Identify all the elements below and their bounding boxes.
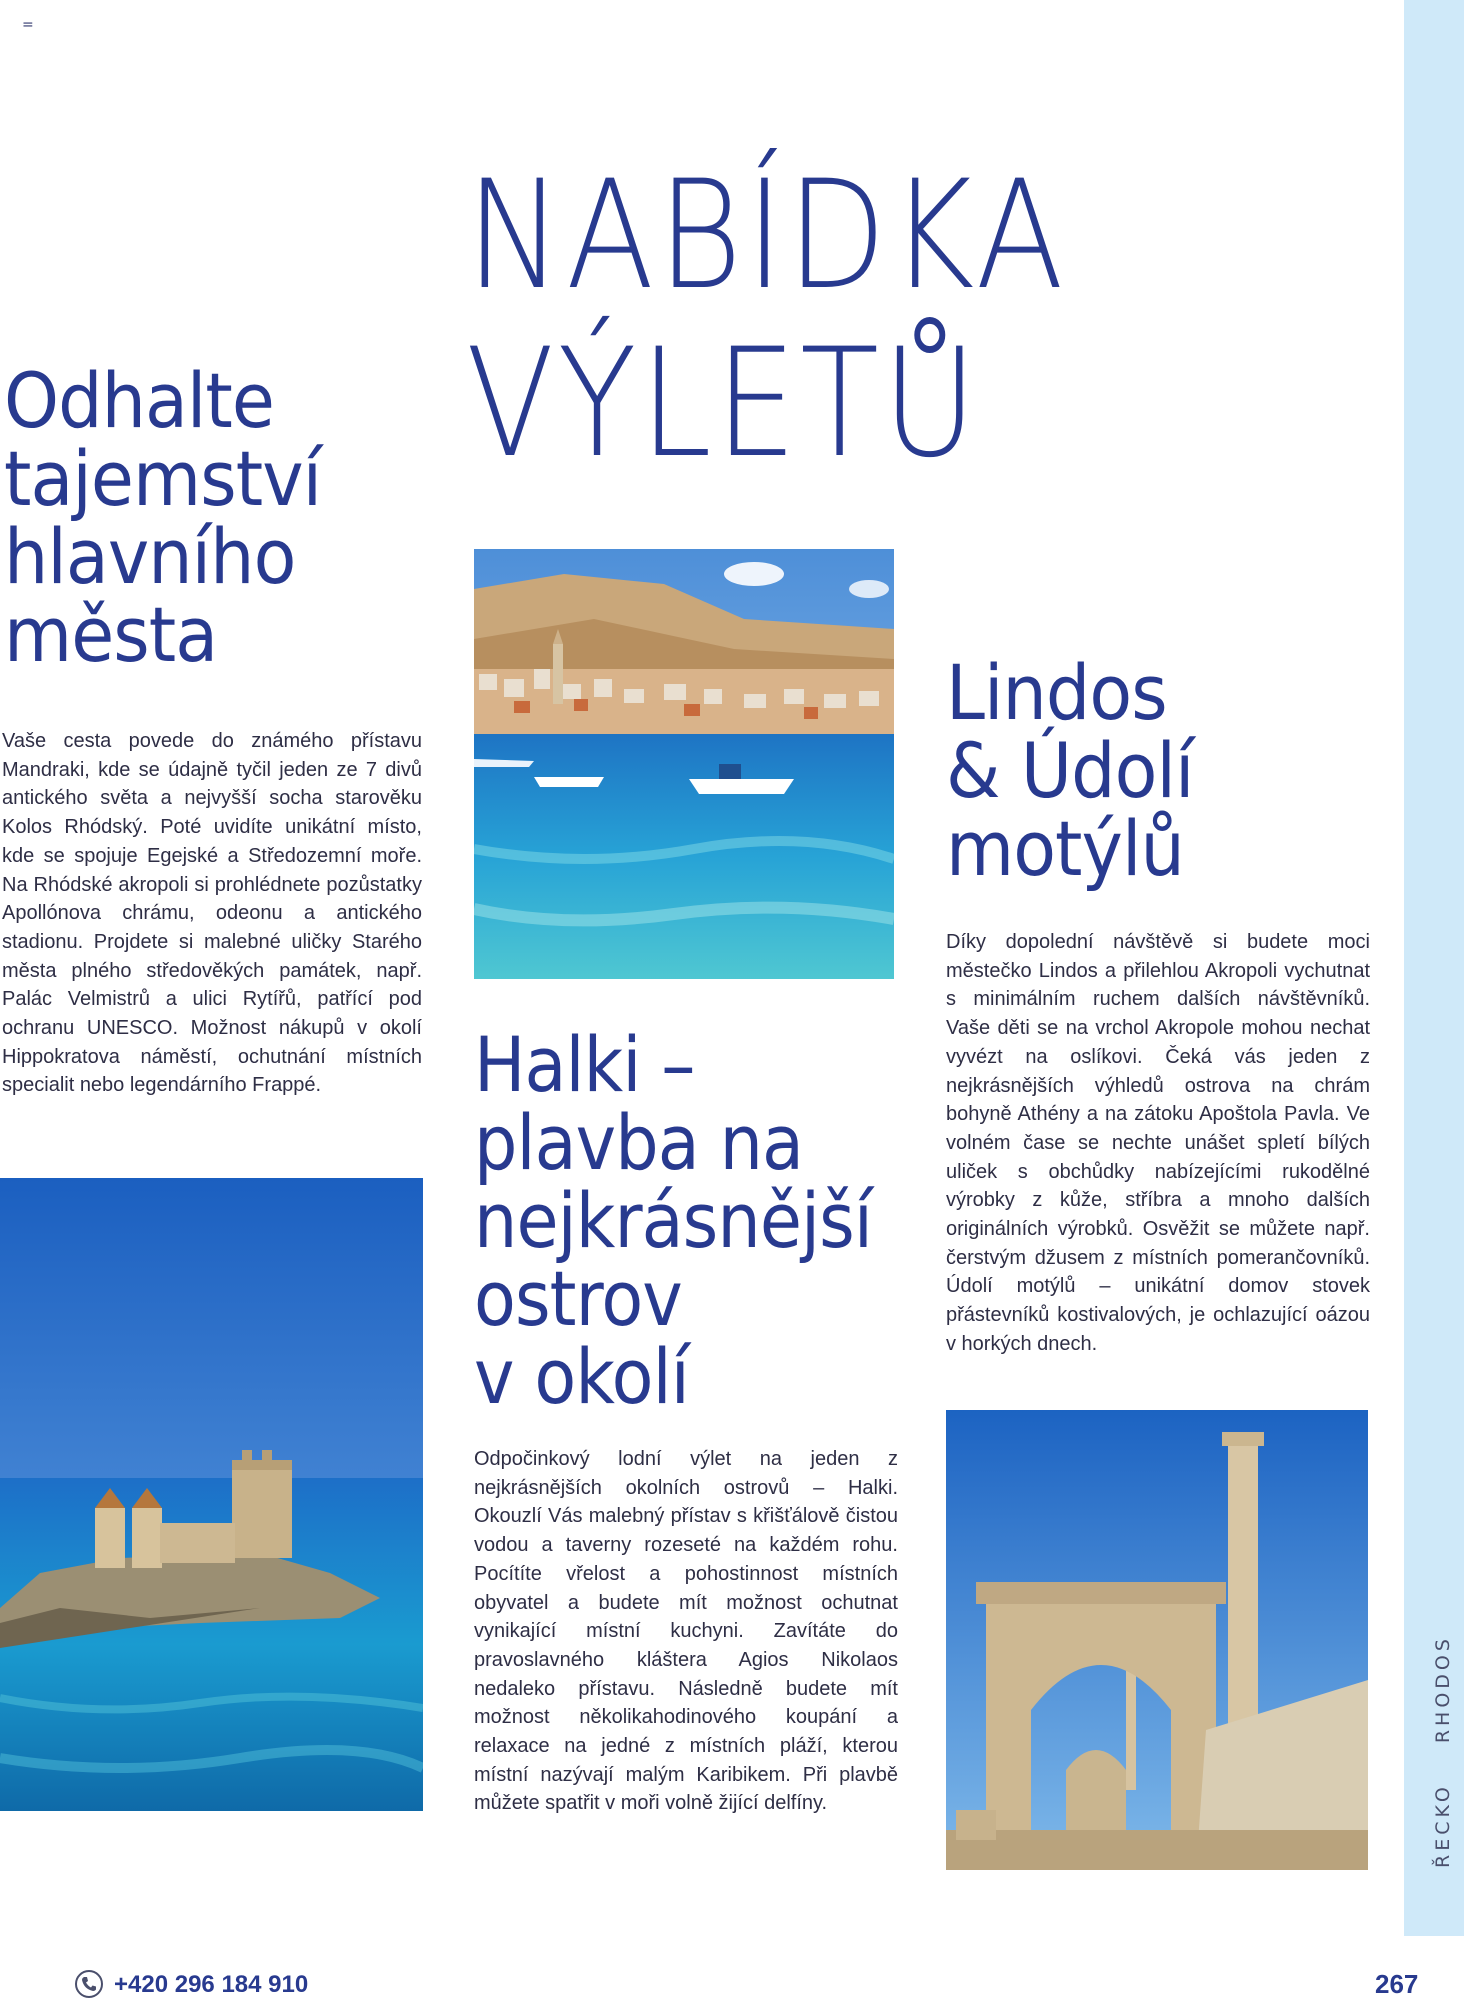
page-title [466,149,1068,491]
section-heading-lindos [946,648,1194,893]
corner-mark: = [22,17,34,33]
photo-halki-harbour [474,549,894,979]
heading-line: hlavního [4,512,296,601]
heading-line: & Údolí [946,726,1194,815]
section-body-capital: Vaše cesta povede do známého přístavu Mandraki, kde se údajně tyčil jeden ze 7 divů antického světa a nejvyšší socha starověku Kolos Rhódský. Poté uvidíte unikátní místo, kde se spojuje Egejské a Středozemní moře. Na Rhódské akropoli si prohlédnete pozůstatky Apollónova chrámu, odeonu a antického stadionu. Projdete si malebné uličky Starého města plného středověkých památek, např. Palác Velmistrů a ulici Rytířů, patřící pod ochranu UNESCO. Možnost nákupů v okolí Hippokratova náměstí, ochutnání místních specialit nebo legendárního Frappé. [2,730,422,1097]
heading-line: ostrov [474,1254,682,1343]
side-tab-country: ŘECKO [1432,1783,1454,1868]
page-number: 267 [1375,1969,1419,1999]
heading-line: města [4,590,218,679]
heading-line: v okolí [474,1332,689,1421]
section-body-halki: Odpočinkový lodní výlet na jeden z nejkrásnějších okolních ostrovů – Halki. Okouzlí Vás malebný přístav s křišťálově čistou vodou a taverny rozeseté na každém rohu. Pocítíte vřelost a pohostinnost místních obyvatel a budete mít možnost ochutnat vynikající místní kuchyni. Zavítáte do pravoslavného kláštera Agios Nikolaos nedaleko přístavu. Následně budete mít možnost několikahodinového koupání a relaxace na jedné z místních pláží, kterou místní nazývají malým Karibikem. Při plavbě můžete spatřit v moři volně žijící delfíny. [474,1448,898,1815]
side-tab-region: RHODOS [1432,1635,1454,1744]
footer-phone-number: +420 296 184 910 [114,1971,309,1998]
page-title-line-1: NABÍDKA [466,149,1068,323]
section-body-lindos: Díky dopolední návštěvě si budete moci městečko Lindos a přilehlou Akropoli vychutnat s minimálním ruchem dalších návštěvníků. Vaše děti se na vrchol Akropole mohou nechat vyvézt na oslíkovi. Čeká vás jeden z nejkrásnějších výhledů ostrova na chrám bohyně Athény a na zátoku Apoštola Pavla. Ve volném čase se nechte unášet spletí bílých uliček s obchůdky nabízejícími rukodělné výrobky z kůže, stříbra a mnoho dalších originálních výrobků. Osvěžit se můžete např. čerstvým džusem z místních pomerančovníků. Údolí motýlů – unikátní domov stovek přástevníků kostivalových, je ochlazující oázou v horkých dnech. [946,931,1370,1355]
heading-line: tajemství [4,434,322,523]
phone-icon [74,1969,104,1999]
side-tab-label [1432,1635,1454,1868]
page-title-line-2: VÝLETŮ [466,317,981,491]
photo-mandraki-harbour [0,1178,423,1811]
heading-line: Halki – [474,1020,695,1109]
heading-line: nejkrásnější [474,1176,872,1265]
heading-line: Lindos [946,648,1167,737]
heading-line: plavba na [474,1098,804,1187]
section-heading-capital [4,356,322,679]
heading-line: motýlů [946,804,1184,893]
section-heading-halki [474,1020,872,1421]
heading-line: Odhalte [4,356,275,445]
photo-ancient-ruins [946,1410,1368,1870]
